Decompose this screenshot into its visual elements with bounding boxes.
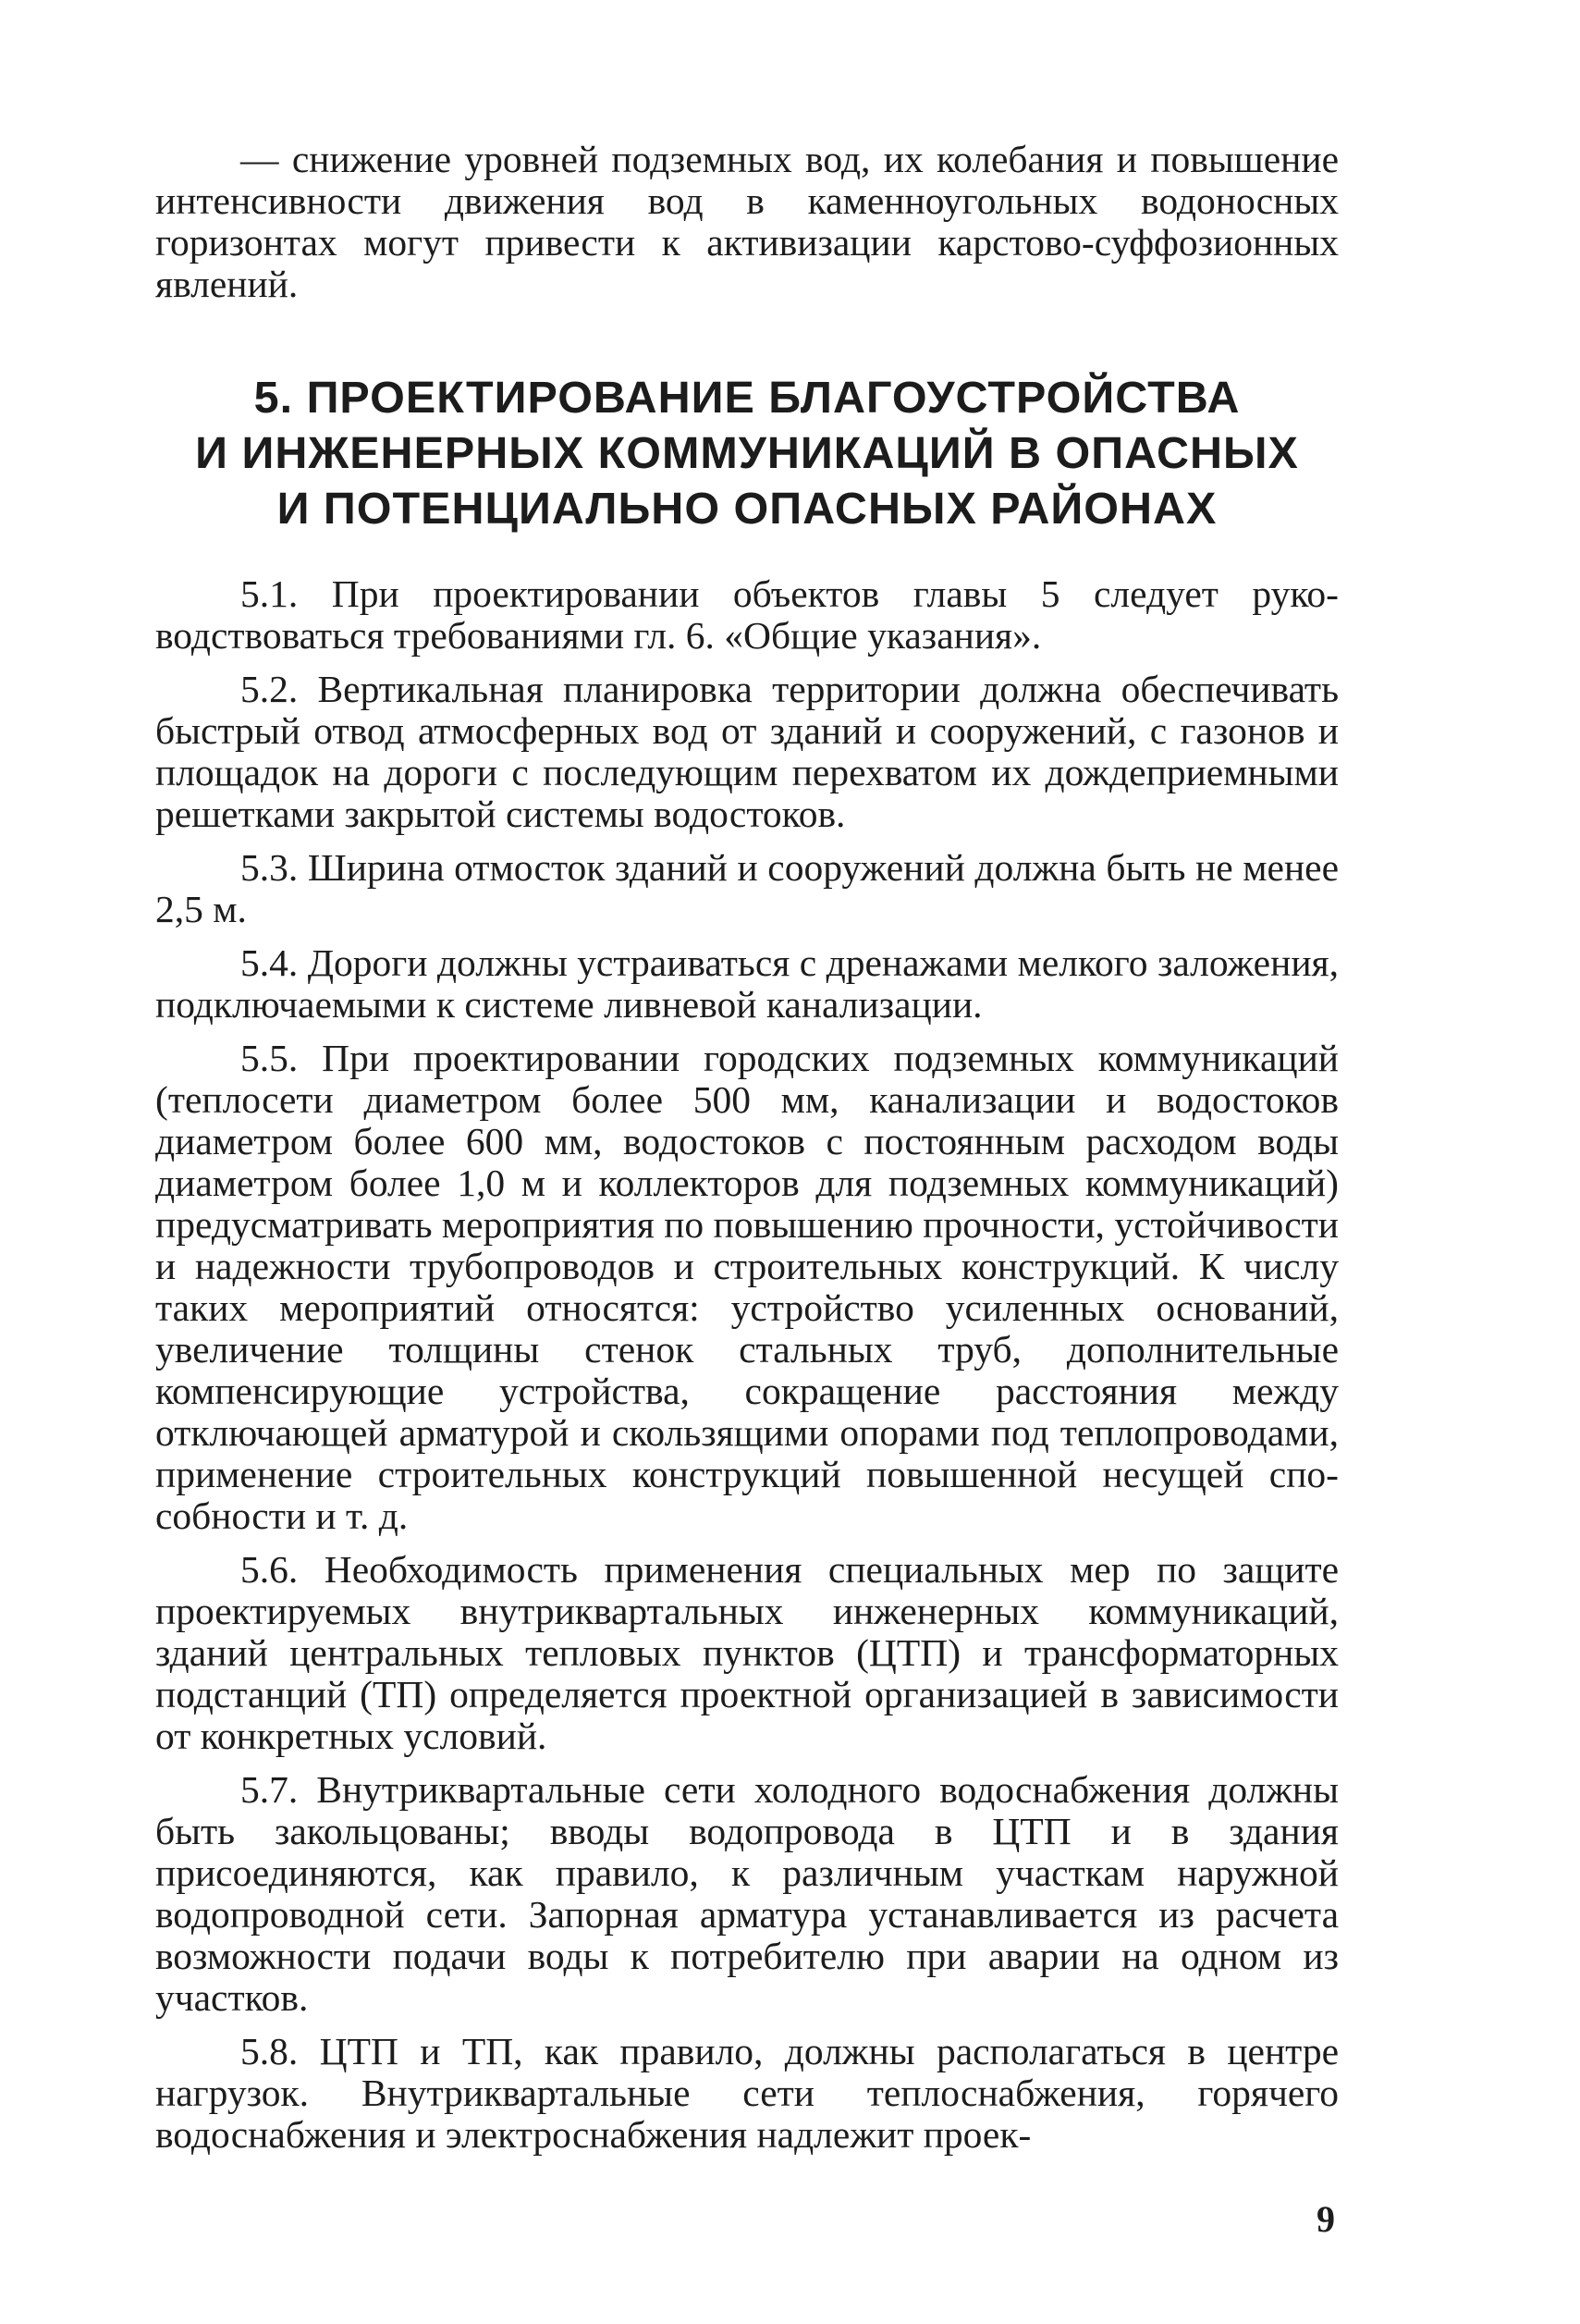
paragraph-5-6: 5.6. Необходимость применения специальных мер по защите проектируемых внутриквартальных инженерных коммуникаций, зданий центральных тепловых пунктов (ЦТП) и трансформаторных подстанций (ТП) определяется проектной организацией в зависимости от конкретных условий. xyxy=(155,1548,1339,1757)
section-heading-line: 5. ПРОЕКТИРОВАНИЕ БЛАГОУСТРОЙСТВА xyxy=(253,373,1241,423)
intro-paragraph: — снижение уровней подземных вод, их колебания и повышение интенсивности движения вод в каменноугольных водоносных горизонтах могут привести к активизации карстово-суффозионных явлений. xyxy=(155,138,1339,305)
section-heading-line: И ИНЖЕНЕРНЫХ КОММУНИКАЦИЙ В ОПАСНЫХ xyxy=(195,428,1299,478)
page-number: 9 xyxy=(1317,2198,1335,2240)
paragraph-5-2: 5.2. Вертикальная планировка территории должна обеспечивать быстрый отвод атмосферных вод от зданий и сооружений, с газонов и площадок на дороги с последующим перехватом их дождеприемными решетками закрытой системы водостоков. xyxy=(155,668,1339,835)
paragraph-5-4: 5.4. Дороги должны устраиваться с дренажами мелкого заложения, подключаемыми к системе ливневой канализации. xyxy=(155,941,1339,1026)
section-heading xyxy=(155,370,1339,536)
paragraph-5-8: 5.8. ЦТП и ТП, как правило, должны располагаться в центре нагрузок. Внутриквартальные сети теплоснабжения, горячего водоснабжения и электроснабжения надлежит проек- xyxy=(155,2030,1339,2156)
paragraph-5-1: 5.1. При проектировании объектов главы 5 следует руководствоваться требованиями гл. 6. «Общие указания». xyxy=(155,572,1339,657)
section-heading-line: И ПОТЕНЦИАЛЬНО ОПАСНЫХ РАЙОНАХ xyxy=(276,484,1218,534)
paragraph-5-7: 5.7. Внутриквартальные сети холодного водоснабжения должны быть закольцованы; вводы водопровода в ЦТП и в здания присоединяются, как правило, к различным участкам наружной водопроводной сети. Запорная арматура устанавливается из расчета возможности подачи воды к потребителю при аварии на одном из участков. xyxy=(155,1768,1339,2019)
paragraph-5-5: 5.5. При проектировании городских подземных коммуникаций (теплосети диаметром более 500 мм, канализации и водостоков диаметром более 600 мм, водостоков с постоянным расходом воды диаметром более 1,0 м и коллекторов для подземных коммуникаций) предусматривать мероприятия по повышению прочности, устойчивости и надежности трубопроводов и строительных конструкций. К числу таких мероприятий относятся: устройство усиленных оснований, увеличение толщины стенок стальных труб, дополнительные компенсирующие устройства, сокращение расстояния между отключающей арматурой и скользящими опорами под теплопроводами, применение строительных конструкций повышенной несущей способности и т. д. xyxy=(155,1037,1339,1537)
paragraph-5-3: 5.3. Ширина отмосток зданий и сооружений должна быть не менее 2,5 м. xyxy=(155,846,1339,930)
document-page xyxy=(155,139,1339,2168)
